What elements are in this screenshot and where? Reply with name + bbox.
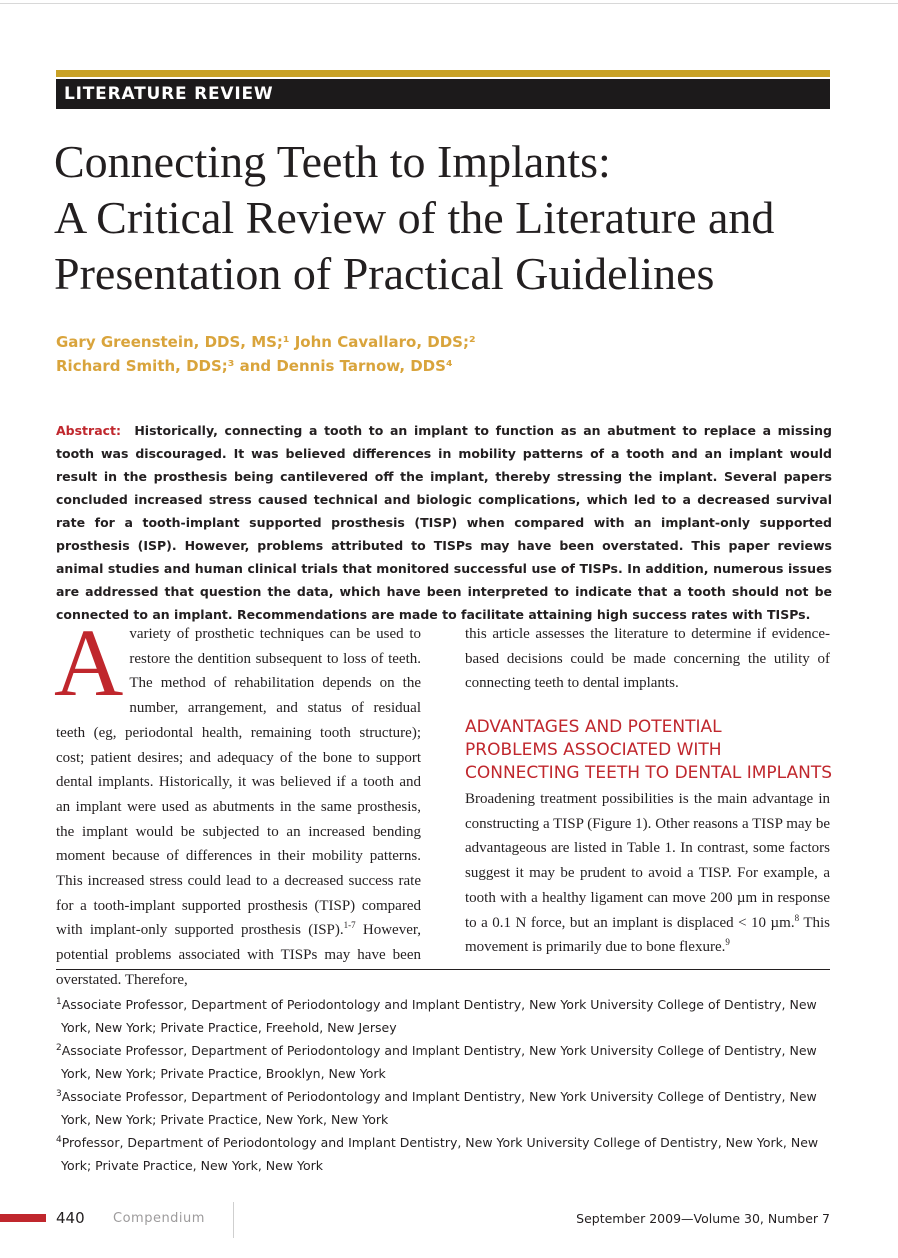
issue-info: September 2009—Volume 30, Number 7 — [576, 1211, 830, 1226]
author-line: Richard Smith, DDS;³ and Dennis Tarnow, DDS⁴ — [56, 357, 453, 375]
section-label: LITERATURE REVIEW — [64, 84, 274, 104]
top-edge-line — [0, 3, 898, 4]
heading-line: ADVANTAGES AND POTENTIAL — [465, 717, 722, 737]
body-text: This movement is primarily due to bone flexure. — [465, 914, 830, 956]
footnote-text: Professor, Department of Periodontology and Implant Dentistry, New York University College of Dentistry, New York, New York; Private Practice, New York, New York — [61, 1135, 819, 1173]
heading-line: CONNECTING TEETH TO DENTAL IMPLANTS — [465, 763, 833, 783]
footnote-rule — [56, 969, 830, 970]
footnotes — [56, 993, 832, 1177]
page-number: 440 — [56, 1209, 85, 1227]
footnote — [56, 1085, 832, 1131]
drop-cap: A — [54, 609, 124, 716]
body-text: However, potential problems associated with TISPs may have been overstated. Therefore, — [56, 922, 421, 988]
title-line: Presentation of Practical Guidelines — [54, 248, 715, 299]
footer-red-bar — [0, 1214, 46, 1222]
footnote — [56, 993, 832, 1039]
title-line: Connecting Teeth to Implants: — [54, 136, 611, 187]
body-column-right-intro: this article assesses the literature to determine if evidence-based decisions could be made concerning the utility of connecting teeth to dental implants. — [465, 626, 830, 692]
footnote — [56, 1039, 832, 1085]
citation-ref: 1-7 — [343, 920, 356, 931]
citation-ref: 8 — [794, 912, 800, 923]
author-list — [56, 330, 476, 378]
author-line: Gary Greenstein, DDS, MS;¹ John Cavallaro, DDS;² — [56, 333, 476, 351]
footnote-text: Associate Professor, Department of Periodontology and Implant Dentistry, New York University College of Dentistry, New York, New York; Private Practice, Freehold, New Jersey — [61, 997, 817, 1035]
article-title — [54, 134, 874, 302]
abstract — [56, 419, 832, 626]
body-text: Broadening treatment possibilities is the main advantage in constructing a TISP (Figure 1). Other reasons a TISP may be advantageous are listed in Table 1. In contrast, some factors suggest it may be prudent to avoid a TISP. For example, a tooth with a healthy ligament can move 200 µm in response to a 0.1 N force, but an implant is displaced < 10 µm. — [465, 791, 830, 931]
footnote-number: 4 — [56, 1134, 62, 1145]
footnote-number: 3 — [56, 1088, 62, 1099]
section-banner — [56, 79, 830, 109]
journal-name: Compendium — [113, 1211, 205, 1226]
body-text: variety of prosthetic techniques can be used to restore the dentition subsequent to loss of teeth. The method of rehabilitation depends on the number, arrangement, and status of residual teeth (eg, periodontal health, remaining tooth structure); cost; patient desires; and adequacy of the bone to support dental implants. Historically, it was believed if a tooth and an implant were used as abutments in the same prosthesis, the implant would be subjected to an increased bending moment because of differences in their mobility patterns. This increased stress could lead to a decreased success rate for a tooth-implant supported prosthesis (TISP) compared with implant-only supported prosthesis (ISP). — [56, 626, 421, 939]
heading-line: PROBLEMS ASSOCIATED WITH — [465, 740, 722, 760]
footnote — [56, 1131, 832, 1177]
abstract-label: Abstract: — [56, 423, 122, 438]
abstract-text: Historically, connecting a tooth to an implant to function as an abutment to replace a missing tooth was discouraged. It was believed differences in mobility patterns of a tooth and an implant would result in the prosthesis being cantilevered off the implant, thereby stressing the implant. Several papers concluded increased stress caused technical and biologic complications, which led to a decreased survival rate for a tooth-implant supported prosthesis (TISP) when compared with an implant-only supported prosthesis (ISP). However, problems attributed to TISPs may have been overstated. This paper reviews animal studies and human clinical trials that monitored successful use of TISPs. In addition, numerous issues are addressed that question the data, which have been interpreted to indicate that a tooth should not be connected to an implant. Recommendations are made to facilitate attaining high success rates with TISPs. — [56, 423, 832, 622]
footnote-number: 1 — [56, 996, 62, 1007]
footnote-number: 2 — [56, 1042, 62, 1053]
body-column-left — [54, 609, 421, 993]
footer-divider — [233, 1202, 234, 1238]
footnote-text: Associate Professor, Department of Periodontology and Implant Dentistry, New York University College of Dentistry, New York, New York; Private Practice, Brooklyn, New York — [61, 1043, 817, 1081]
body-column-right — [465, 787, 830, 960]
section-heading — [465, 716, 835, 785]
header-gold-bar — [56, 70, 830, 77]
title-line: A Critical Review of the Literature and — [54, 192, 775, 243]
footnote-text: Associate Professor, Department of Periodontology and Implant Dentistry, New York University College of Dentistry, New York, New York; Private Practice, New York, New York — [61, 1089, 817, 1127]
citation-ref: 9 — [725, 937, 730, 948]
